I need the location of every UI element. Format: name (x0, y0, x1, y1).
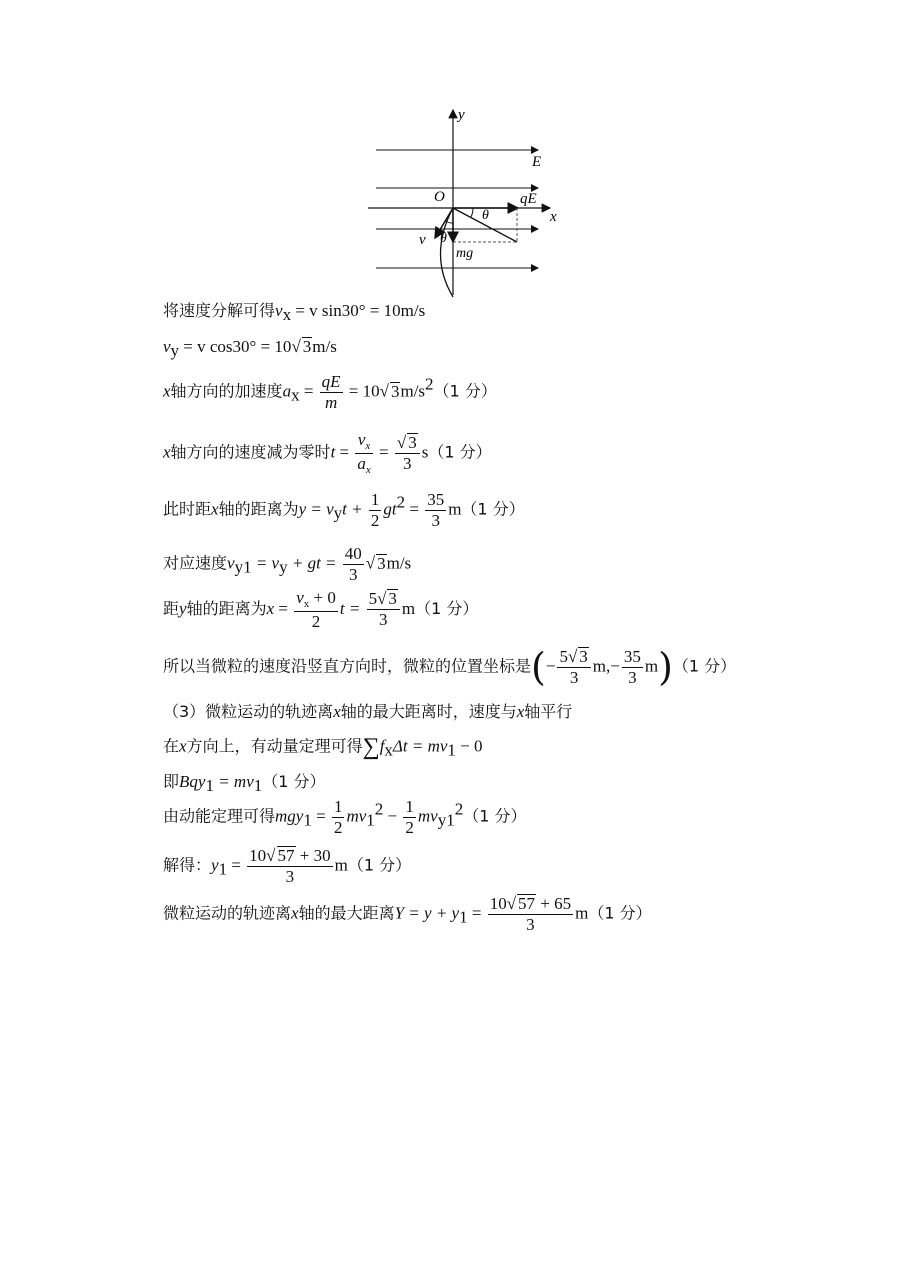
fraction (355, 430, 372, 476)
solution-line-11 (163, 773, 326, 794)
subscript: x (365, 440, 371, 452)
math: m/s (312, 337, 337, 356)
numerator-rest: + 0 (309, 588, 336, 607)
subscript: 1 (205, 776, 214, 795)
fraction (320, 372, 343, 412)
numerator: 40 (344, 544, 362, 563)
subscript: 1 (218, 859, 228, 879)
subscript: 1 (459, 907, 468, 927)
math: − (383, 806, 402, 826)
math: = mv (213, 772, 254, 791)
text: （3）微粒运动的轨迹离 (163, 702, 334, 721)
math: = v (251, 553, 280, 573)
math: x (211, 499, 219, 519)
subscript: y (333, 503, 343, 523)
subscript: x (291, 385, 300, 405)
denominator: 2 (311, 611, 321, 631)
math: mv (346, 806, 367, 826)
sqrt-sign: √ (291, 337, 301, 356)
math: = (467, 903, 486, 923)
score: （1 分） (433, 381, 497, 401)
denominator: a (357, 453, 366, 473)
text: 轴方向的速度减为零时 (170, 442, 331, 462)
sqrt-sign: √ (365, 553, 376, 573)
math: = v (306, 499, 334, 519)
unit: m (575, 903, 589, 923)
numerator: 10 (489, 894, 507, 913)
fraction (425, 490, 446, 530)
score: （1 分） (588, 903, 652, 923)
math: x (163, 442, 171, 462)
math: = y + y (404, 903, 460, 923)
fraction (332, 797, 345, 837)
math: = v cos30° = 10 (179, 337, 292, 356)
score: （1 分） (463, 806, 527, 826)
math: x (266, 599, 275, 619)
unit: m/s (386, 553, 412, 573)
text: 在 (163, 736, 180, 756)
text: 此时距 (163, 499, 212, 519)
solution-line-12 (163, 797, 526, 837)
label-mg: mg (456, 246, 474, 261)
math: a (282, 381, 292, 401)
math: y (298, 499, 307, 519)
subscript: x (303, 598, 310, 610)
numerator: 35 (427, 490, 445, 509)
superscript: 2 (425, 374, 434, 394)
math: y (179, 599, 187, 619)
score: （1 分） (415, 599, 479, 619)
numerator: 5 (559, 647, 568, 666)
math: = (299, 381, 318, 401)
math: t (330, 442, 336, 462)
fraction (622, 647, 643, 687)
math: v (227, 553, 235, 573)
fraction (369, 490, 382, 530)
subscript: 1 (447, 740, 456, 760)
solution-line-6 (163, 544, 411, 584)
text: 轴的距离为 (218, 499, 299, 519)
label-qe: qE (520, 191, 537, 207)
subscript: x (282, 305, 292, 324)
numerator: 35 (623, 647, 641, 667)
radicand: 3 (408, 433, 417, 453)
denominator: 2 (405, 817, 414, 837)
superscript: 2 (454, 799, 464, 819)
score: （1 分） (428, 442, 492, 462)
text: 方向上，有动量定理可得 (186, 736, 363, 756)
score: （1 分） (262, 772, 326, 791)
text: 即 (163, 772, 180, 791)
unit: m (448, 499, 462, 519)
numerator: 5 (368, 589, 378, 609)
subscript: 1 (303, 810, 312, 830)
text: 所以当微粒的速度沿竖直方向时，微粒的位置坐标是 (163, 656, 532, 676)
math: = 10 (344, 381, 380, 401)
math: v (163, 337, 171, 356)
numerator: v (296, 588, 304, 607)
solution-line-2 (163, 337, 337, 359)
label-theta-1: θ (482, 208, 489, 223)
denominator: 3 (403, 453, 412, 473)
radicand: 57 (277, 846, 295, 865)
text: 轴的最大距离 (298, 903, 395, 923)
denominator: 3 (526, 914, 535, 934)
text: 轴平行 (524, 702, 573, 721)
math: = (335, 442, 354, 462)
text: 由动能定理可得 (163, 806, 276, 826)
superscript: 2 (396, 492, 406, 512)
math: f (379, 736, 385, 756)
force-diagram (360, 105, 570, 300)
sqrt-sign: √ (396, 433, 407, 453)
math: Bqy (179, 772, 206, 791)
numerator: 1 (333, 797, 343, 816)
label-x: x (550, 209, 557, 225)
angle-arc (471, 208, 473, 217)
superscript: 2 (374, 799, 384, 819)
radicand: 3 (302, 337, 312, 356)
math: = (374, 442, 393, 462)
score: （1 分） (461, 499, 525, 519)
text: 解得： (163, 855, 212, 875)
denominator: 3 (378, 610, 388, 630)
math: v (275, 301, 283, 320)
solution-line-7 (163, 588, 478, 631)
radicand: 57 (518, 894, 536, 913)
denominator: 3 (569, 667, 579, 687)
denominator: 3 (431, 510, 440, 530)
solution-line-8 (163, 645, 737, 690)
math: gt (383, 499, 397, 519)
numerator-rest: + 65 (536, 894, 572, 913)
fraction (247, 846, 332, 886)
math: Δt = mv (392, 736, 448, 756)
math: x (516, 702, 525, 721)
solution-line-3 (163, 372, 497, 412)
math: + gt = (287, 553, 341, 573)
math: t + (342, 499, 367, 519)
score: （1 分） (347, 855, 412, 875)
denominator: 3 (285, 866, 295, 886)
denominator: 2 (333, 817, 343, 837)
fraction (488, 894, 573, 934)
math: x (179, 736, 187, 756)
label-y: y (458, 107, 465, 123)
subscript: y (170, 341, 180, 360)
math: Y (394, 903, 405, 923)
fraction (395, 433, 420, 473)
math: − 0 (455, 736, 483, 756)
text: 轴方向的加速度 (170, 381, 283, 401)
math: x (291, 903, 299, 923)
numerator: qE (321, 372, 341, 391)
label-v: v (419, 232, 426, 248)
unit: m (644, 656, 659, 676)
fraction (294, 588, 338, 631)
subscript: x (384, 740, 393, 760)
radicand: 3 (377, 553, 386, 573)
radicand: 3 (388, 589, 397, 609)
sqrt-sign: √ (266, 846, 276, 865)
math: = (227, 855, 246, 875)
math: t = (339, 599, 365, 619)
math: = v sin30° = 10m/s (291, 301, 426, 320)
subscript: y1 (437, 810, 455, 830)
numerator: 1 (370, 490, 380, 509)
solution-line-14 (163, 894, 652, 934)
solution-line-10 (163, 735, 483, 759)
math: mgy (275, 806, 304, 826)
math: = (274, 599, 293, 619)
text: 对应速度 (163, 553, 228, 573)
text: 轴的最大距离时，速度与 (340, 702, 517, 721)
left-paren: ( (531, 645, 546, 690)
numerator: 1 (405, 797, 414, 816)
sqrt-sign: √ (506, 894, 517, 913)
right-paren: ) (658, 645, 673, 690)
denominator: 2 (370, 510, 380, 530)
radicand: 3 (579, 647, 588, 666)
math: = (405, 499, 424, 519)
sqrt-sign: √ (377, 589, 387, 609)
score: （1 分） (672, 656, 737, 676)
math: m,− (592, 656, 620, 676)
subscript: x (365, 463, 371, 476)
subscript: 1 (366, 810, 375, 830)
fraction (557, 647, 590, 687)
fraction (343, 544, 364, 584)
radicand: 3 (390, 381, 400, 401)
denominator: 3 (628, 667, 637, 687)
solution-line-5 (163, 490, 525, 530)
sqrt-sign: √ (379, 381, 389, 401)
label-theta-2: θ (440, 231, 447, 246)
label-o: O (434, 189, 445, 205)
sqrt-sign: √ (567, 647, 578, 666)
text: 微粒运动的轨迹离 (163, 903, 292, 923)
math: x (333, 702, 341, 721)
numerator: 10 (249, 846, 267, 865)
unit: s (421, 442, 429, 462)
unit: m (401, 599, 416, 619)
solution-line-1 (163, 302, 425, 323)
solution-line-13 (163, 846, 411, 886)
fraction (367, 589, 400, 629)
denominator: m (324, 392, 338, 412)
subscript: y1 (234, 557, 252, 577)
math: y (211, 855, 219, 875)
sum-sign: ∑ (362, 734, 380, 760)
numerator: v (357, 430, 366, 449)
text: 将速度分解可得 (163, 301, 276, 320)
numerator-rest: + 30 (295, 846, 331, 865)
unit: m (334, 855, 348, 875)
fraction (403, 797, 416, 837)
math: mv (417, 806, 438, 826)
math: m/s (400, 381, 426, 401)
text: 距 (163, 599, 180, 619)
label-e: E (532, 154, 542, 170)
solution-line-4 (163, 430, 492, 476)
math: x (163, 381, 171, 401)
denominator: 3 (349, 564, 358, 584)
math: − (545, 656, 556, 676)
text: 轴的距离为 (186, 599, 267, 619)
solution-line-9 (163, 703, 572, 721)
math: = (311, 806, 330, 826)
subscript: 1 (253, 776, 263, 795)
subscript: y (279, 557, 288, 577)
